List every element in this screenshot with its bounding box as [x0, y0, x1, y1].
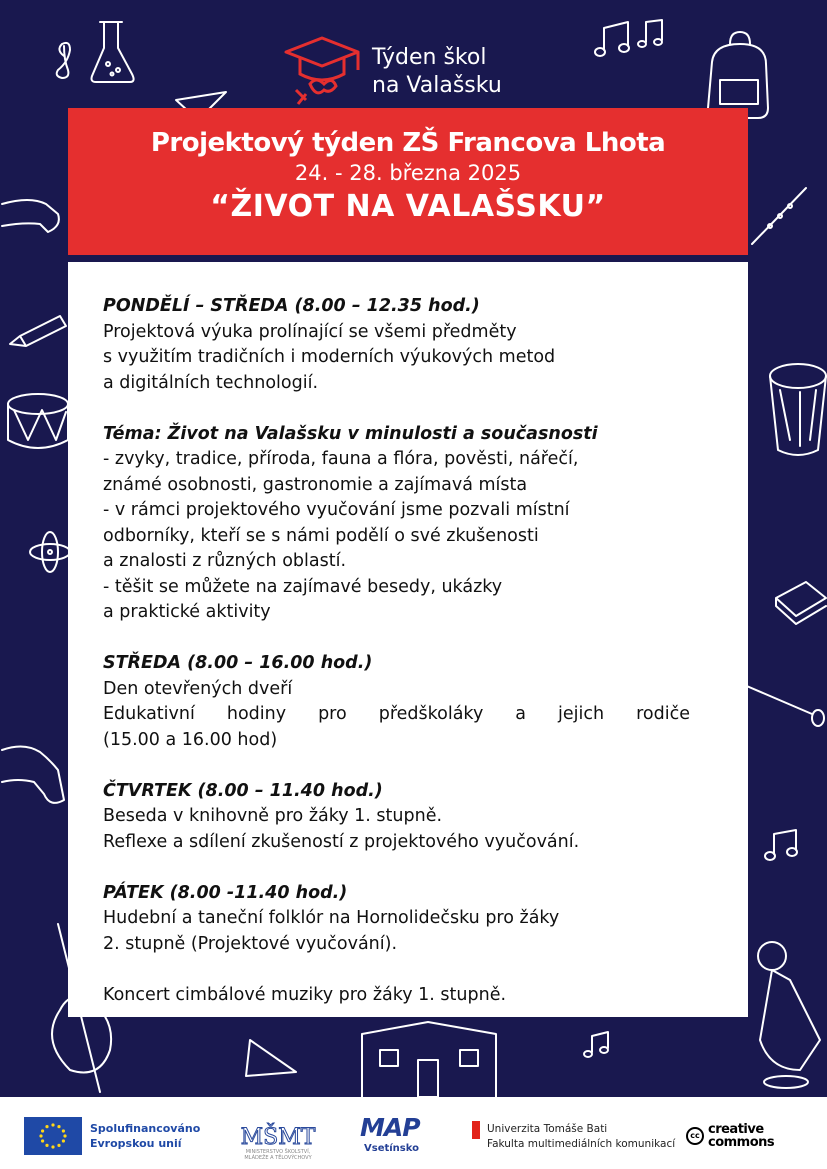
clarinet-doodle: [742, 684, 812, 714]
program-content: [103, 294, 690, 1034]
block-line: - zvyky, tradice, příroda, fauna a flóra, pověsti, nářečí,: [103, 449, 579, 469]
msmt-sub-line-1: MINISTERSTVO ŠKOLSTVÍ,: [245, 1149, 311, 1155]
block-line: Hudební a taneční folklór na Hornolidečsku pro žáky: [103, 908, 560, 928]
book-doodle: [776, 582, 826, 624]
block-line: Beseda v knihovně pro žáky 1. stupně.: [103, 806, 443, 826]
block-line: Den otevřených dveří: [103, 678, 293, 699]
trumpet-doodle-top: [2, 200, 59, 232]
atom-doodle: [30, 544, 70, 560]
block-line: a digitálních technologií.: [103, 372, 319, 393]
block-line: odborníky, kteří se s námi podělí o své zkušenosti: [103, 525, 539, 546]
tall-drum-doodle: [770, 364, 826, 388]
block-heading: PÁTEK (8.00 -11.40 hod.): [103, 882, 348, 903]
music-notes-doodle: [604, 22, 628, 50]
event-dates: 24. - 28. března 2025: [294, 161, 522, 185]
block-line: Projektová výuka prolínající se všemi předměty: [103, 321, 517, 342]
brand-line-2: na Valašsku: [372, 73, 502, 98]
block-line: známé osobnosti, gastronomie a zajímavá místa: [103, 474, 528, 495]
block-line: 2. stupně (Projektové vyučování).: [103, 933, 398, 954]
pencil-doodle: [10, 316, 66, 346]
block-heading: ČTVRTEK (8.00 – 11.40 hod.): [103, 780, 383, 801]
cc-line-2: commons: [708, 1135, 775, 1150]
event-motto: “ŽIVOT NA VALAŠSKU”: [210, 189, 606, 224]
block-line: Edukativní hodiny pro předškoláky a jejich rodiče: [103, 704, 690, 724]
block-line: a znalosti z různých oblastí.: [103, 551, 347, 571]
block-heading: PONDĚLÍ – STŘEDA (8.00 – 12.35 hod.): [103, 296, 480, 316]
block-heading: STŘEDA (8.00 – 16.00 hod.): [103, 653, 373, 673]
block-line: - těšit se můžete na zajímavé besedy, ukázky: [103, 576, 503, 597]
block-line: Koncert cimbálové muziky pro žáky 1. stupně.: [103, 984, 507, 1005]
block-line: Reflexe a sdílení zkušeností z projektového vyučování.: [103, 831, 580, 852]
block-line: s využitím tradičních i moderních výukových metod: [103, 347, 556, 367]
eu-line-1: Spolufinancováno: [90, 1122, 201, 1135]
block-line: (15.00 a 16.00 hod): [103, 729, 278, 750]
singer-doodle: [758, 942, 786, 970]
msmt-mark: MŠMT: [240, 1125, 316, 1150]
program-card: [68, 262, 748, 1017]
map-logo: MAP: [360, 1113, 420, 1142]
graduation-cap-icon: [276, 30, 366, 108]
cc-wordmark: [708, 1123, 774, 1149]
utb-faculty: Fakulta multimediálních komunikací: [487, 1138, 676, 1150]
header-banner: [68, 108, 748, 255]
program-block-concert: [103, 983, 690, 1009]
program-block-friday: [103, 881, 690, 958]
cc-icon: cc: [686, 1127, 704, 1145]
eu-flag-icon: [24, 1117, 82, 1155]
brand-line-1: Týden škol: [372, 45, 487, 70]
block-line: - v rámci projektového vyučování jsme pozvali místní: [103, 500, 570, 520]
program-block-theme: [103, 422, 690, 626]
block-heading: Téma: Život na Valašsku v minulosti a současnosti: [103, 423, 598, 444]
program-block-thursday: [103, 779, 690, 856]
brand-logo-block: [276, 30, 556, 110]
cc-line-1: creative: [708, 1122, 764, 1137]
page-title: Projektový týden ZŠ Francova Lhota: [150, 128, 666, 158]
notes-doodle-lower: [774, 830, 796, 854]
eu-line-2: Evropskou unií: [90, 1137, 182, 1150]
block-line: a praktické aktivity: [103, 602, 271, 622]
clef-doodle: [57, 43, 70, 78]
program-block-mon-wed: [103, 294, 690, 396]
utb-logo-mark: [472, 1121, 480, 1139]
program-block-wednesday: [103, 651, 690, 753]
brand-title: [372, 44, 502, 100]
eu-cofunding-label: [90, 1121, 200, 1151]
set-square-doodle: [246, 1040, 296, 1076]
map-subtitle: Vsetínsko: [364, 1143, 420, 1154]
msmt-sub-line-2: MLÁDEŽE A TĚLOVÝCHOVY: [244, 1155, 312, 1161]
msmt-subtitle: [220, 1149, 336, 1161]
utb-name: Univerzita Tomáše Bati: [487, 1123, 608, 1135]
sponsor-footer: [0, 1097, 827, 1169]
trumpet-doodle-bottom: [2, 746, 64, 802]
drum-doodle: [8, 394, 68, 414]
